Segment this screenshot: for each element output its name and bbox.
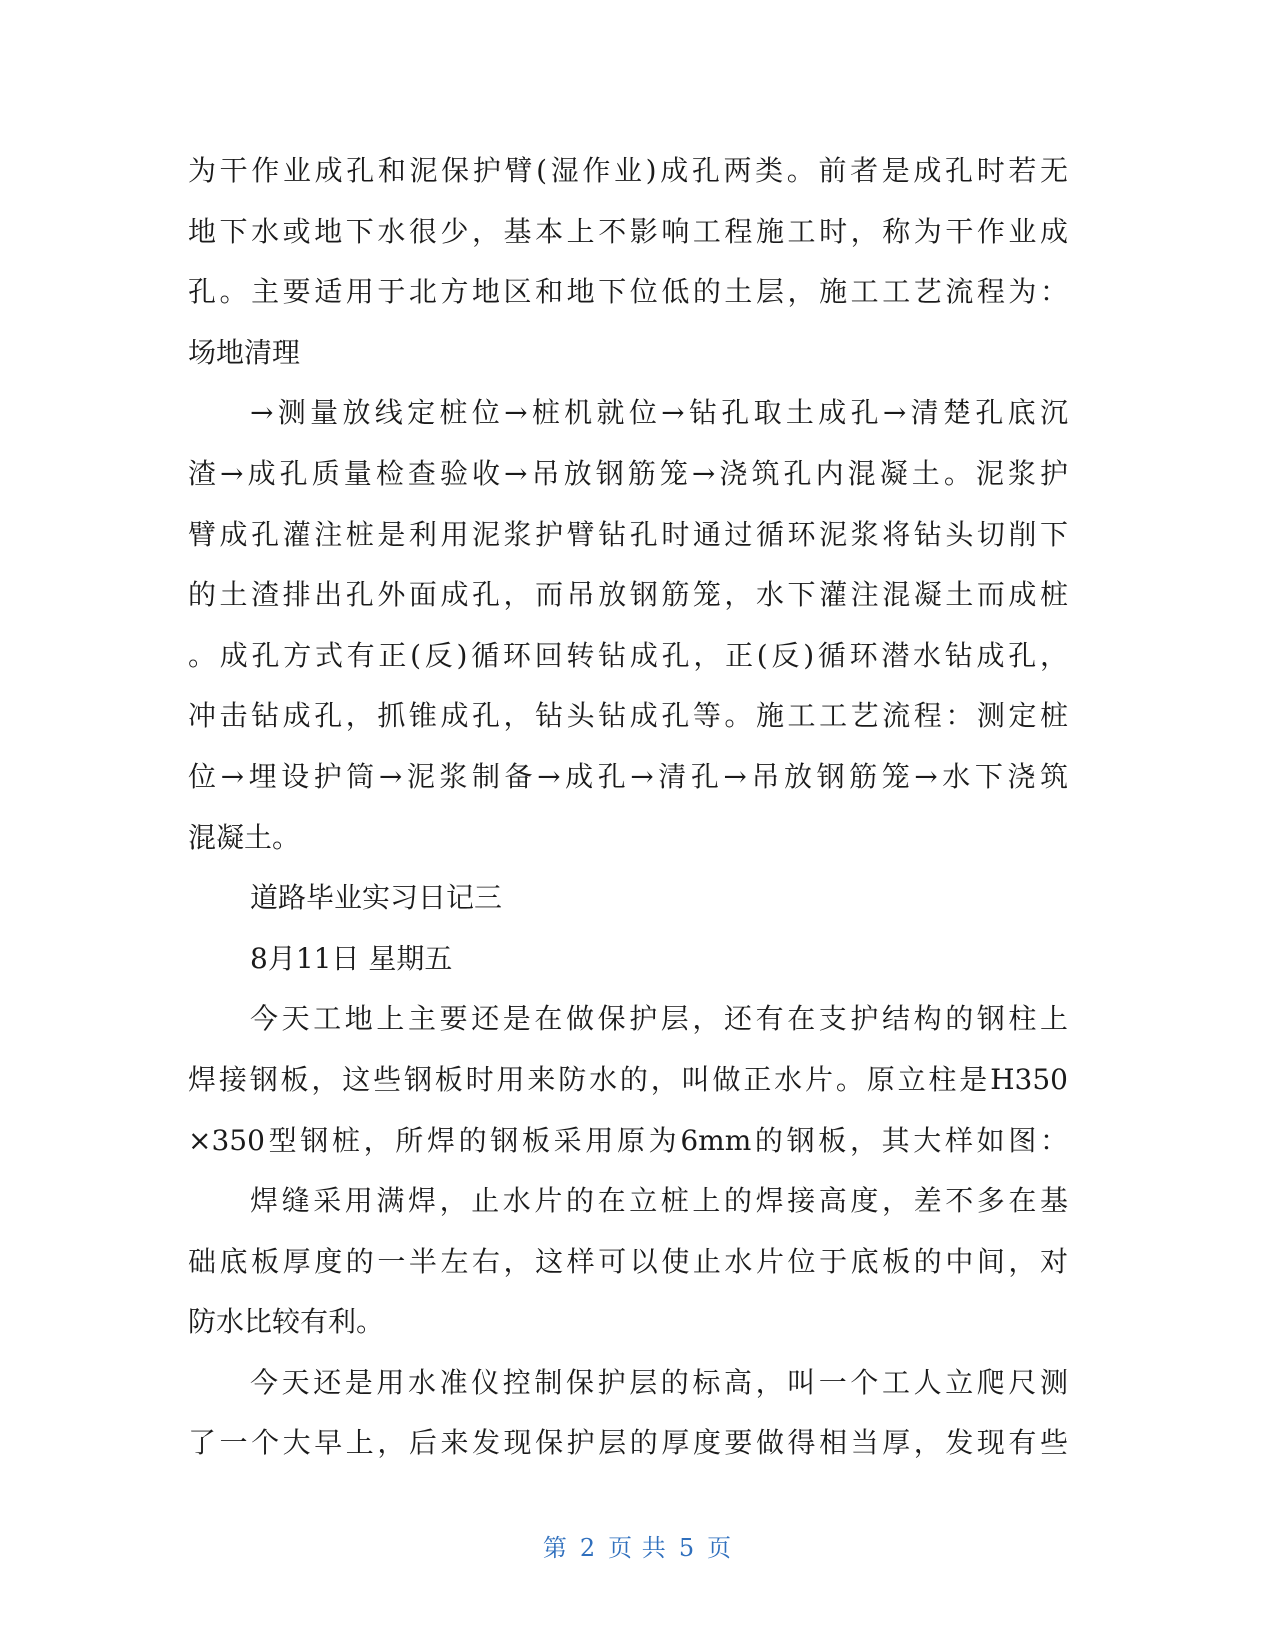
text-line: 臂成孔灌注桩是利用泥浆护臂钻孔时通过循环泥浆将钻头切削下: [188, 517, 1068, 551]
current-page-number: 2: [579, 1534, 597, 1562]
text-line: 混凝土。: [188, 820, 301, 854]
footer-prefix: 第: [542, 1534, 568, 1562]
text-line: 场地清理: [188, 335, 301, 369]
footer-suffix: 页: [707, 1534, 733, 1562]
text-line: 今天还是用水准仪控制保护层的标高，叫一个工人立爬尺测: [250, 1365, 1068, 1399]
text-line: 孔。主要适用于北方地区和地下位低的土层，施工工艺流程为：: [188, 275, 1068, 309]
text-line: 。成孔方式有正(反)循环回转钻成孔，正(反)循环潜水钻成孔，: [188, 638, 1068, 672]
text-line: 冲击钻成孔，抓锥成孔，钻头钻成孔等。施工工艺流程：测定桩: [188, 699, 1068, 733]
total-pages-number: 5: [678, 1534, 696, 1562]
page-footer: [0, 1528, 1275, 1563]
text-line: 为干作业成孔和泥保护臂(湿作业)成孔两类。前者是成孔时若无: [188, 154, 1068, 187]
text-line: 位→埋设护筒→泥浆制备→成孔→清孔→吊放钢筋笼→水下浇筑: [188, 759, 1068, 793]
text-line: 地下水或地下水很少，基本上不影响工程施工时，称为干作业成: [188, 214, 1068, 248]
text-line: 渣→成孔质量检查验收→吊放钢筋笼→浇筑孔内混凝土。泥浆护: [188, 456, 1068, 490]
section-heading: 道路毕业实习日记三: [250, 881, 503, 915]
text-line: 焊接钢板，这些钢板时用来防水的，叫做正水片。原立柱是H350: [188, 1062, 1068, 1096]
text-line: →测量放线定桩位→桩机就位→钻孔取土成孔→清楚孔底沉: [250, 396, 1068, 430]
footer-mid: 页 共: [608, 1534, 667, 1562]
text-line: 了一个大早上，后来发现保护层的厚度要做得相当厚，发现有些: [188, 1426, 1068, 1460]
text-line: ×350型钢桩，所焊的钢板采用原为6mm的钢板，其大样如图：: [188, 1123, 1068, 1157]
text-line: 今天工地上主要还是在做保护层，还有在支护结构的钢柱上: [250, 1002, 1068, 1036]
body-text: [188, 141, 1068, 1474]
entry-date: 8月11日 星期五: [250, 941, 453, 975]
text-line: 础底板厚度的一半左右，这样可以使止水片位于底板的中间，对: [188, 1244, 1068, 1278]
text-line: 焊缝采用满焊，止水片的在立桩上的焊接高度，差不多在基: [250, 1184, 1068, 1218]
text-line: 防水比较有利。: [188, 1305, 385, 1339]
text-line: 的土渣排出孔外面成孔，而吊放钢筋笼，水下灌注混凝土而成桩: [188, 578, 1068, 612]
